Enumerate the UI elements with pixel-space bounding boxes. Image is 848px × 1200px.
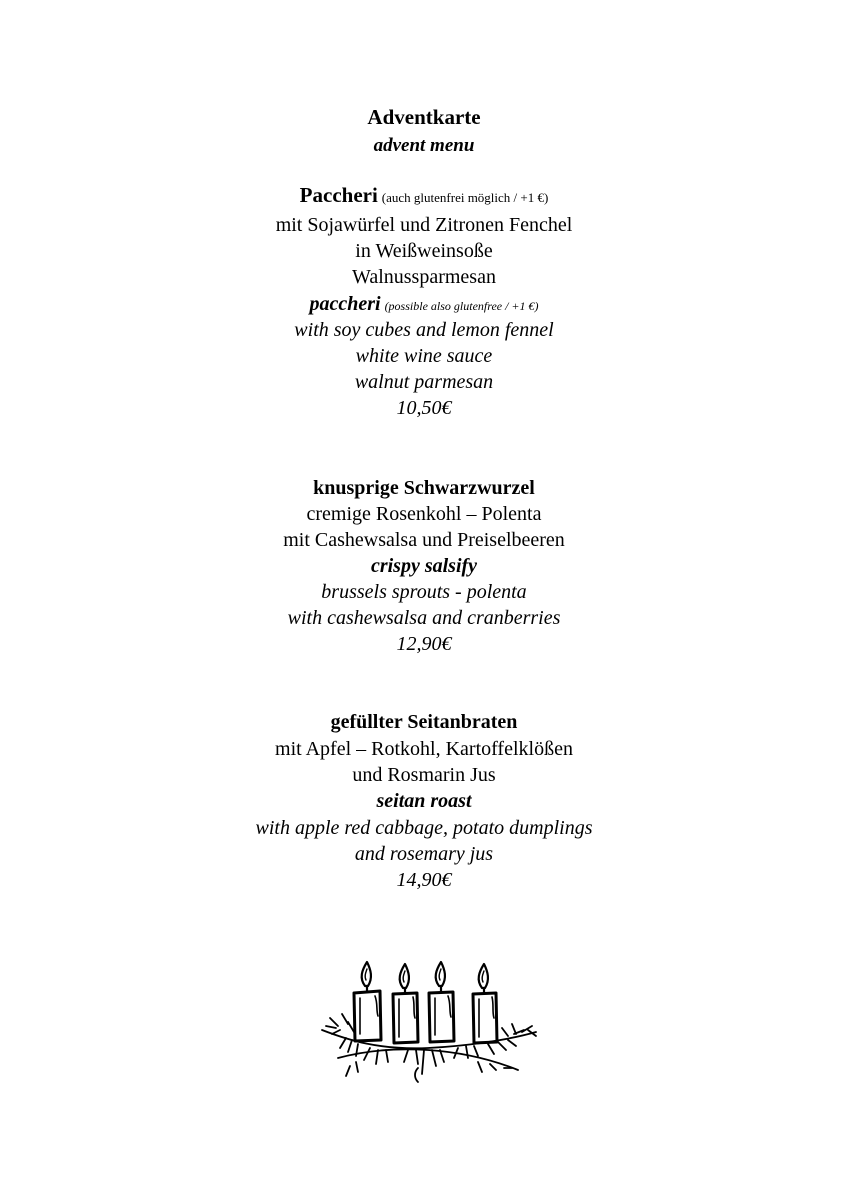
menu-title: Adventkarte [367, 105, 481, 129]
dish-1-desc-en-2: white wine sauce [355, 345, 493, 367]
dish-3-name-en: seitan roast [376, 790, 472, 812]
dish-1-name-de: Paccheri [299, 183, 378, 207]
dish-1-desc-de-3: Walnussparmesan [352, 266, 496, 288]
candle-flames [362, 962, 488, 988]
dish-1-note-en: (possible also glutenfree / +1 €) [384, 299, 539, 313]
advent-wreath-candles-icon [318, 958, 540, 1088]
candle-bodies [354, 991, 497, 1043]
dish-1-desc-de-2: in Weißweinsoße [355, 240, 493, 262]
dish-1-name-en-line [0, 294, 848, 314]
dish-1-note-de: (auch glutenfrei möglich / +1 €) [381, 190, 549, 205]
dish-3-desc-en-2: and rosemary jus [354, 843, 494, 865]
dish-2-price: 12,90€ [396, 633, 452, 655]
dish-3-name-de: gefüllter Seitanbraten [330, 711, 518, 733]
dish-1-desc-de-1: mit Sojawürfel und Zitronen Fenchel [275, 214, 573, 236]
dish-1-price: 10,50€ [396, 397, 452, 419]
menu-subtitle: advent menu [373, 135, 475, 156]
dish-1-name-en: paccheri [309, 293, 381, 315]
dish-2-name-de: knusprige Schwarzwurzel [313, 477, 535, 499]
dish-2-name-en: crispy salsify [370, 555, 478, 577]
dish-1-desc-en-3: walnut parmesan [354, 371, 494, 393]
dish-2-desc-en-2: with cashewsalsa and cranberries [287, 607, 561, 629]
candle-wicks [367, 986, 484, 993]
dish-3-desc-de-2: und Rosmarin Jus [352, 764, 496, 786]
dish-2-desc-de-2: mit Cashewsalsa und Preiselbeeren [283, 529, 565, 551]
dish-3-price: 14,90€ [396, 869, 452, 891]
dish-2-desc-de-1: cremige Rosenkohl – Polenta [306, 503, 542, 525]
dish-3-desc-en-1: with apple red cabbage, potato dumplings [255, 817, 593, 839]
dish-1-desc-en-1: with soy cubes and lemon fennel [294, 319, 554, 341]
dish-1-name-line [0, 185, 848, 206]
dish-3-desc-de-1: mit Apfel – Rotkohl, Kartoffelklößen [275, 738, 573, 760]
dish-2-desc-en-1: brussels sprouts - polenta [321, 581, 527, 603]
